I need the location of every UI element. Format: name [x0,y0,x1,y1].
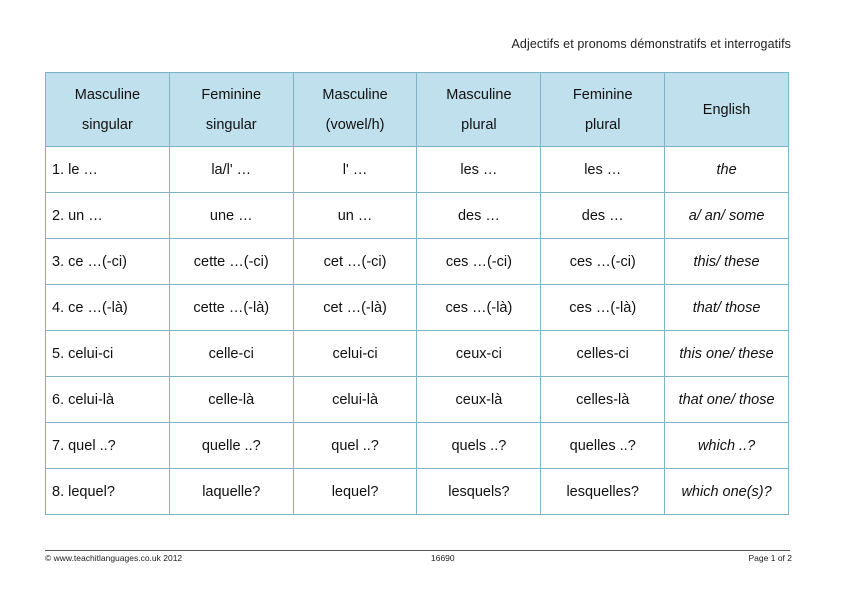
table-cell: cet …(-ci) [293,239,417,285]
table-cell: la/l' … [169,147,293,193]
column-header [417,73,541,147]
table-cell: this one/ these [665,331,789,377]
table-cell: les … [541,147,665,193]
table-cell: des … [417,193,541,239]
page-title: Adjectifs et pronoms démonstratifs et interrogatifs [511,37,791,51]
column-header-line: Feminine [201,86,262,103]
column-header-line: singular [82,116,133,133]
table-cell: celles-là [541,377,665,423]
column-header [293,73,417,147]
demonstratives-table [45,72,789,515]
table-cell: quelles ..? [541,423,665,469]
table-cell: a/ an/ some [665,193,789,239]
table-cell: 1. le … [46,147,170,193]
column-header-line: plural [584,116,621,133]
column-header-line: Masculine [74,86,141,103]
table-cell: lequel? [293,469,417,515]
footer-code: 16690 [431,553,455,563]
table-cell: celle-ci [169,331,293,377]
table-cell: 7. quel ..? [46,423,170,469]
table-row [46,239,789,285]
table-cell: 6. celui-là [46,377,170,423]
column-header-line: (vowel/h) [325,116,385,133]
table-cell: cette …(-là) [169,285,293,331]
table-cell: which one(s)? [665,469,789,515]
column-header [169,73,293,147]
table-cell: 8. lequel? [46,469,170,515]
table-row [46,285,789,331]
table-row [46,331,789,377]
table-cell: 2. un … [46,193,170,239]
column-header-line: English [702,101,751,118]
table-cell: cet …(-là) [293,285,417,331]
footer-page-number: Page 1 of 2 [748,553,792,563]
table-row [46,147,789,193]
table-cell: the [665,147,789,193]
column-header [46,73,170,147]
column-header-line: Feminine [572,86,633,103]
table-row [46,377,789,423]
table-cell: celui-ci [293,331,417,377]
table-cell: this/ these [665,239,789,285]
footer-divider [45,550,790,551]
table-cell: cette …(-ci) [169,239,293,285]
table-cell: 3. ce …(-ci) [46,239,170,285]
table-cell: lesquelles? [541,469,665,515]
table-cell: lesquels? [417,469,541,515]
table-cell: ces …(-là) [417,285,541,331]
table-cell: that/ those [665,285,789,331]
footer-copyright: © www.teachitlanguages.co.uk 2012 [45,553,183,563]
table-cell: ces …(-ci) [541,239,665,285]
table-cell: quelle ..? [169,423,293,469]
column-header-line: plural [461,116,497,133]
table-cell: quel ..? [293,423,417,469]
table-cell: 5. celui-ci [46,331,170,377]
table-row [46,423,789,469]
table-cell: quels ..? [417,423,541,469]
table-cell: l' … [293,147,417,193]
table-cell: laquelle? [169,469,293,515]
table-cell: ces …(-ci) [417,239,541,285]
table-cell: ceux-ci [417,331,541,377]
table-cell: 4. ce …(-là) [46,285,170,331]
table-cell: des … [541,193,665,239]
table-cell: that one/ those [665,377,789,423]
table-cell: celle-là [169,377,293,423]
column-header [665,73,789,147]
table-cell: ceux-là [417,377,541,423]
table-cell: une … [169,193,293,239]
table-cell: celles-ci [541,331,665,377]
column-header-line: Masculine [322,86,388,103]
table-cell: un … [293,193,417,239]
table-body [46,147,789,515]
header-row [46,73,789,147]
table-cell: celui-là [293,377,417,423]
column-header-line: singular [205,116,257,133]
column-header [541,73,665,147]
table-cell: les … [417,147,541,193]
table-row [46,469,789,515]
table-cell: ces …(-là) [541,285,665,331]
table-row [46,193,789,239]
table-cell: which ..? [665,423,789,469]
column-header-line: Masculine [446,86,512,103]
